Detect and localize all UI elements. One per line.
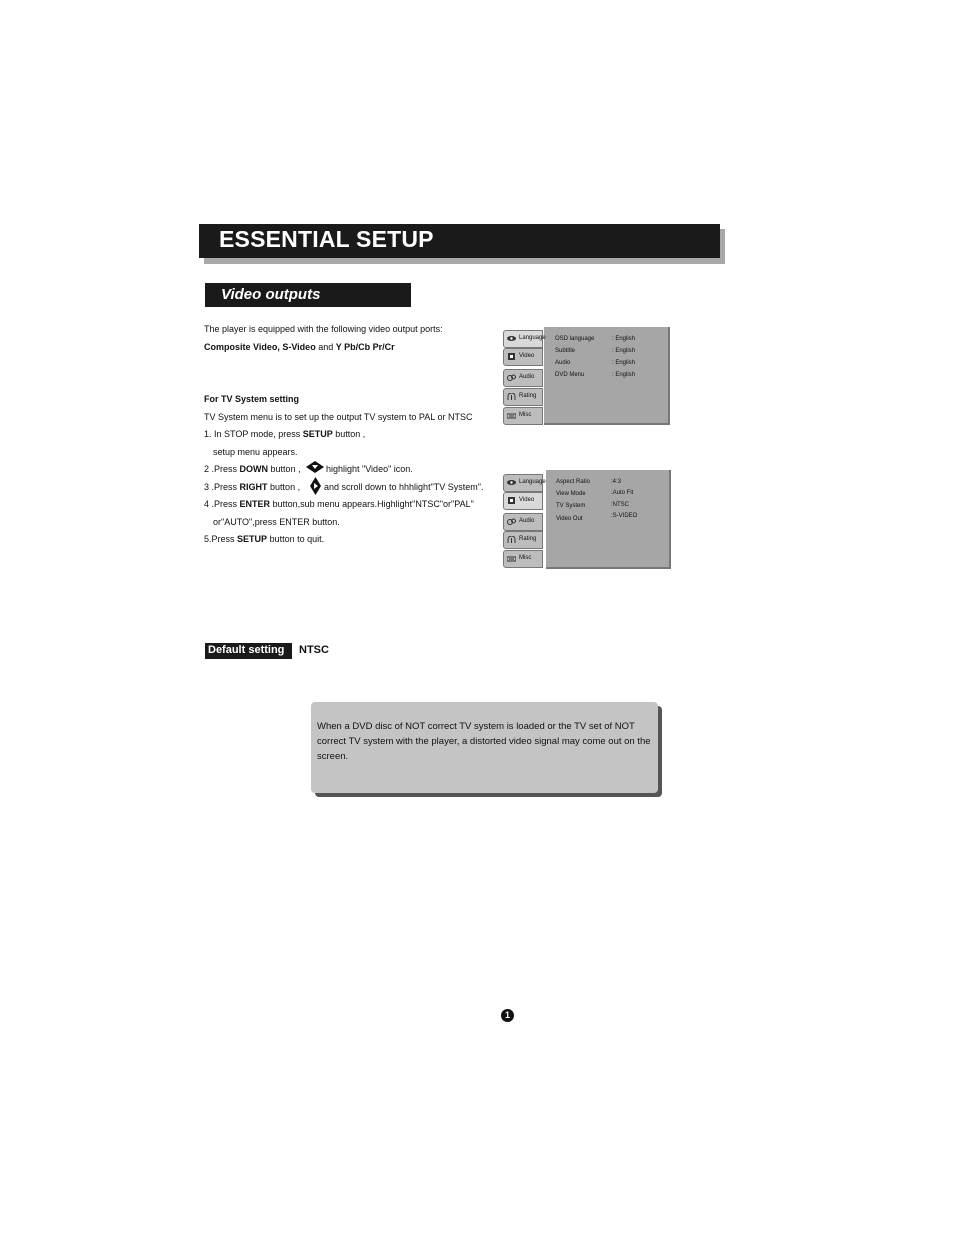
menu-row-value: : English (612, 336, 636, 342)
menu-tab-language[interactable] (503, 474, 546, 492)
page-number: 1 (501, 1009, 514, 1022)
default-setting-value: NTSC (299, 644, 329, 656)
menu-tab-label: Video (519, 353, 535, 359)
step-4-text-end: button,sub menu appears.Highlight"NTSC"or"PAL" (272, 499, 474, 509)
step-4-key: ENTER (239, 499, 271, 509)
family-icon (507, 393, 516, 400)
step-1-cont: setup menu appears. (213, 447, 298, 457)
step-5 (204, 534, 324, 544)
step-4-cont: or"AUTO",press ENTER button. (213, 517, 340, 527)
menu-tab-label: Video (519, 497, 535, 503)
menu-row-label: View Mode (556, 491, 586, 497)
tv-icon (507, 353, 516, 360)
right-arrow-button-icon (310, 477, 321, 495)
step-3-key: RIGHT (239, 482, 268, 492)
menu-row-label: Video Out (556, 516, 583, 522)
step-1-text: 1. In STOP mode, press (204, 429, 301, 439)
menu-tab-label: Rating (519, 393, 537, 399)
step-2-text: 2 .Press (204, 464, 238, 474)
speaker-icon (507, 518, 516, 525)
menu-tab-label: Audio (519, 518, 535, 524)
step-3 (204, 482, 300, 492)
section-title: Video outputs (221, 286, 321, 303)
menu-row-value: :S-VIDEO (611, 513, 638, 519)
setup-menu-language (501, 327, 671, 427)
menu-tab-rating[interactable] (503, 388, 543, 406)
step-3-text: 3 .Press (204, 482, 238, 492)
step-3-text-mid: button , (270, 482, 301, 492)
page-title: ESSENTIAL SETUP (219, 226, 434, 252)
menu-tab-audio[interactable] (503, 513, 543, 531)
misc-icon (507, 412, 516, 419)
menu-row-value: : English (612, 372, 636, 378)
down-arrow-button-icon (306, 461, 324, 473)
step-4-text: 4 .Press (204, 499, 238, 509)
step-5-text: 5.Press (204, 534, 235, 544)
menu-row-value: :NTSC (611, 502, 629, 508)
tv-system-heading: For TV System setting (204, 394, 300, 404)
step-5-text-end: button to quit. (269, 534, 325, 544)
menu-row-value: :Auto Fit (611, 490, 634, 496)
ports-main: Composite Video, S-Video (204, 342, 316, 352)
step-2-key: DOWN (239, 464, 269, 474)
menu-row-value: : English (612, 360, 636, 366)
menu-tab-language[interactable] (503, 330, 546, 348)
default-setting-label: Default setting (208, 644, 285, 656)
step-4 (204, 499, 474, 509)
menu-tab-misc[interactable] (503, 407, 543, 425)
step-1 (204, 429, 365, 439)
speaker-icon (507, 374, 516, 381)
step-1-key: SETUP (302, 429, 333, 439)
menu-tab-label: Language (519, 335, 546, 341)
step-1-text-end: button , (335, 429, 366, 439)
tv-icon (507, 497, 516, 504)
menu-row-value: :4:3 (611, 479, 622, 485)
menu-tab-label: Rating (519, 536, 537, 542)
menu-tab-label: Audio (519, 374, 535, 380)
family-icon (507, 536, 516, 543)
menu-row-label: OSD language (555, 336, 595, 342)
ports-line (204, 342, 395, 352)
ports-and: and (318, 342, 334, 352)
menu-tab-video[interactable] (503, 492, 543, 510)
misc-icon (507, 555, 516, 562)
menu-tab-misc[interactable] (503, 550, 543, 568)
step-5-key: SETUP (237, 534, 268, 544)
step-2-text-mid: button , (270, 464, 301, 474)
note-text: When a DVD disc of NOT correct TV system is loaded or the TV set of NOT correct TV system with the player, a distorted video signal may come out on the screen. (317, 721, 651, 762)
step-2-end: highlight "Video" icon. (326, 464, 413, 474)
menu-row-value: : English (612, 348, 636, 354)
menu-tab-label: Misc (519, 555, 532, 561)
intro-line: The player is equipped with the following video output ports: (204, 324, 443, 334)
setup-menu-video (501, 470, 673, 572)
menu-tab-label: Language (519, 479, 546, 485)
menu-tab-label: Misc (519, 412, 532, 418)
step-2 (204, 464, 301, 474)
menu-row-label: TV System (556, 503, 586, 509)
menu-row-label: Audio (555, 360, 571, 366)
menu-tab-rating[interactable] (503, 531, 543, 549)
tv-system-desc: TV System menu is to set up the output TV system to PAL or NTSC (204, 412, 473, 422)
eye-icon (507, 479, 516, 486)
ports-component: Y Pb/Cb Pr/Cr (335, 342, 395, 352)
menu-row-label: Subtitle (555, 348, 576, 354)
step-3-end: and scroll down to hhhlight"TV System". (324, 482, 484, 492)
menu-tab-audio[interactable] (503, 369, 543, 387)
menu-tab-video[interactable] (503, 348, 543, 366)
eye-icon (507, 335, 516, 342)
menu-row-label: DVD Menu (555, 372, 585, 378)
menu-row-label: Aspect Ratio (556, 479, 591, 485)
